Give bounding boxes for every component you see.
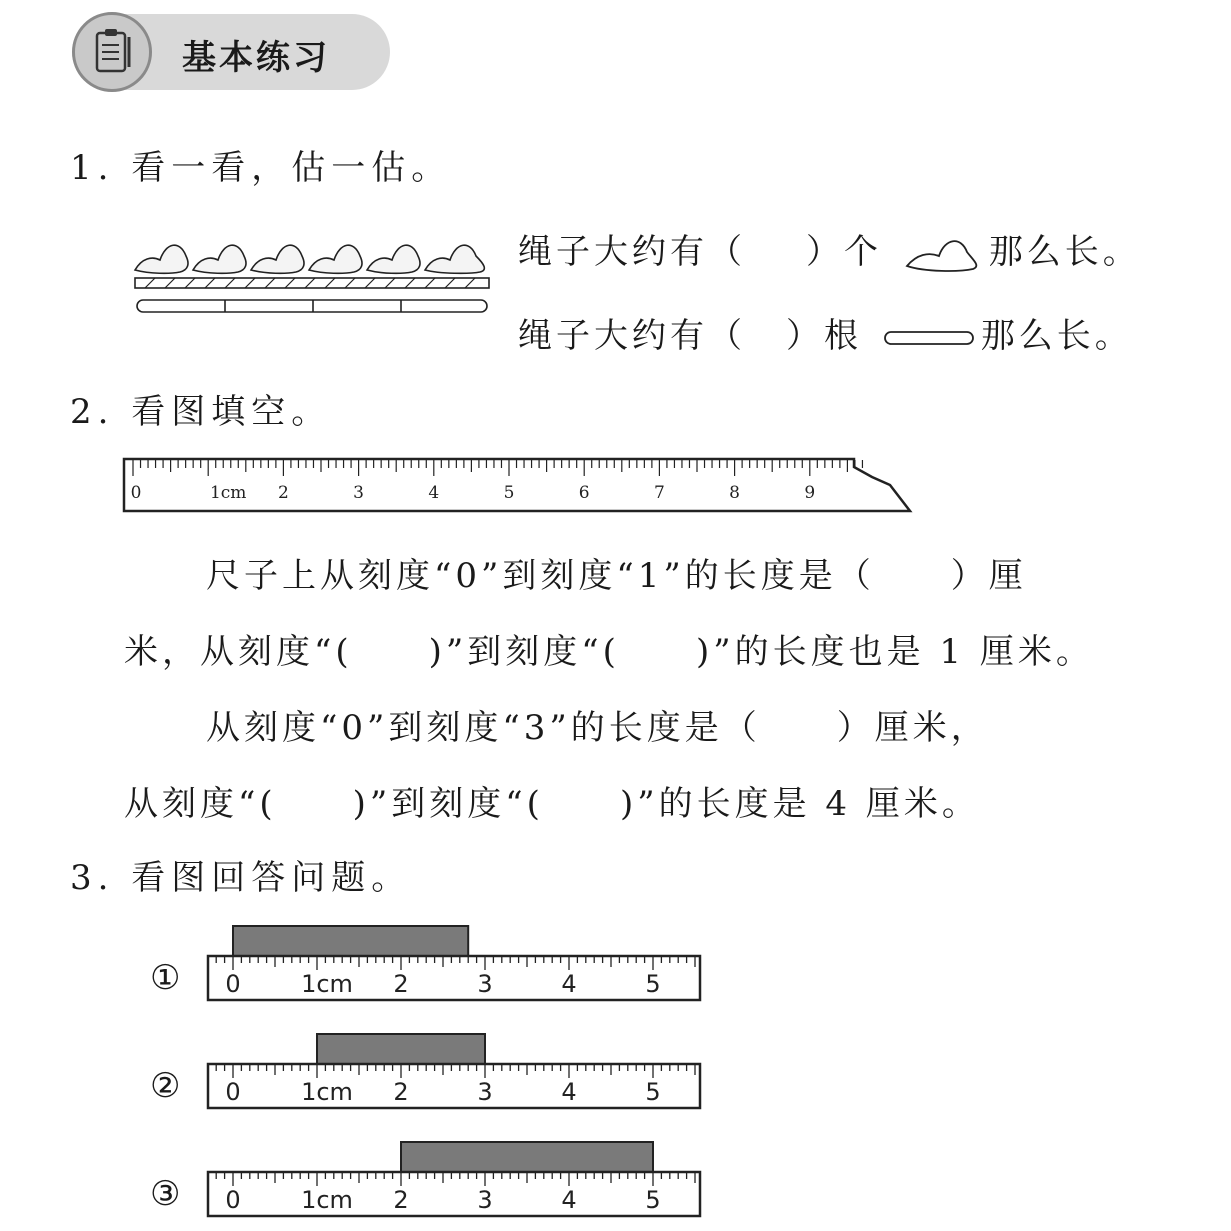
- ruler-label: 5: [645, 1186, 661, 1214]
- ruler-label: 4: [561, 1186, 577, 1214]
- question-2-para-1-line-2: 米，从刻度“( )”到刻度“( )”的长度也是 1 厘米。: [124, 632, 1094, 672]
- measuring-ruler-3: [205, 1138, 705, 1220]
- measured-object-bar: [401, 1142, 653, 1172]
- question-1-title: 1. 看一看，估一估。: [70, 148, 452, 188]
- ruler-label: 0: [225, 1078, 241, 1106]
- bird-unit-icon: [903, 236, 983, 272]
- question-1-line-1: [518, 224, 1141, 273]
- rope-birds-prefix: 绳子大约有（: [518, 232, 746, 272]
- ruler-label: 0: [225, 970, 241, 998]
- ruler-label: 3: [353, 483, 365, 503]
- ruler-label: 4: [428, 483, 440, 503]
- clipboard-icon: [75, 15, 149, 89]
- ruler-label: 1cm: [301, 970, 353, 998]
- ruler-label: 1cm: [301, 1186, 353, 1214]
- stick-unit-icon: [883, 328, 975, 348]
- ruler-label: 9: [804, 483, 816, 503]
- ruler-label: 0: [225, 1186, 241, 1214]
- rope-sticks-prefix: 绳子大约有（: [518, 316, 746, 356]
- ruler-body: [208, 1172, 700, 1216]
- rope-sticks-end: 那么长。: [980, 316, 1133, 356]
- section-title: 基本练习: [182, 38, 330, 78]
- ruler-label: 5: [645, 970, 661, 998]
- question-2-title: 2. 看图填空。: [70, 392, 332, 432]
- ruler-label: 8: [729, 483, 741, 503]
- measured-object-bar: [233, 926, 468, 956]
- ruler-label: 2: [393, 1186, 409, 1214]
- ruler-label: 1cm: [301, 1078, 353, 1106]
- ruler-body: [208, 1064, 700, 1108]
- measured-object-bar: [317, 1034, 485, 1064]
- ruler-label: 5: [645, 1078, 661, 1106]
- ruler-marker-3: ③: [150, 1174, 181, 1214]
- measuring-ruler-2: [205, 1030, 705, 1112]
- question-3-title: 3. 看图回答问题。: [70, 858, 412, 898]
- ruler-marker-1: ①: [150, 958, 181, 998]
- rope-sticks-suffix: ）根: [786, 316, 862, 356]
- ruler-marker-2: ②: [150, 1066, 181, 1106]
- ruler-label: 2: [393, 1078, 409, 1106]
- ruler-label: 3: [477, 1078, 493, 1106]
- question-1-line-2: [518, 308, 1133, 357]
- question-2-para-2-line-2: 从刻度“( )”到刻度“( )”的长度是 4 厘米。: [124, 784, 980, 824]
- section-header-icon-circle: [72, 12, 152, 92]
- ruler-label: 3: [477, 1186, 493, 1214]
- ruler-label: 2: [393, 970, 409, 998]
- question-2-para-1-line-1: 尺子上从刻度“0”到刻度“1”的长度是（ ）厘: [206, 556, 1027, 596]
- question-2-para-2-line-1: 从刻度“0”到刻度“3”的长度是（ ）厘米，: [206, 708, 989, 748]
- rope-birds-end: 那么长。: [988, 232, 1141, 272]
- rope-illustration: [130, 234, 495, 324]
- ruler-label: 1cm: [209, 483, 247, 503]
- ruler-label: 4: [561, 1078, 577, 1106]
- ruler-body: [208, 956, 700, 1000]
- measuring-ruler-1: [205, 922, 705, 1004]
- ruler-label: 3: [477, 970, 493, 998]
- ruler-label: 5: [503, 483, 515, 503]
- ruler-label: 4: [561, 970, 577, 998]
- ruler-label: 7: [653, 483, 665, 503]
- rope-birds-suffix: ）个: [806, 232, 882, 272]
- long-ruler: [120, 455, 920, 517]
- ruler-label: 6: [578, 483, 590, 503]
- ruler-label: 2: [277, 483, 289, 503]
- ruler-label: 0: [130, 483, 142, 503]
